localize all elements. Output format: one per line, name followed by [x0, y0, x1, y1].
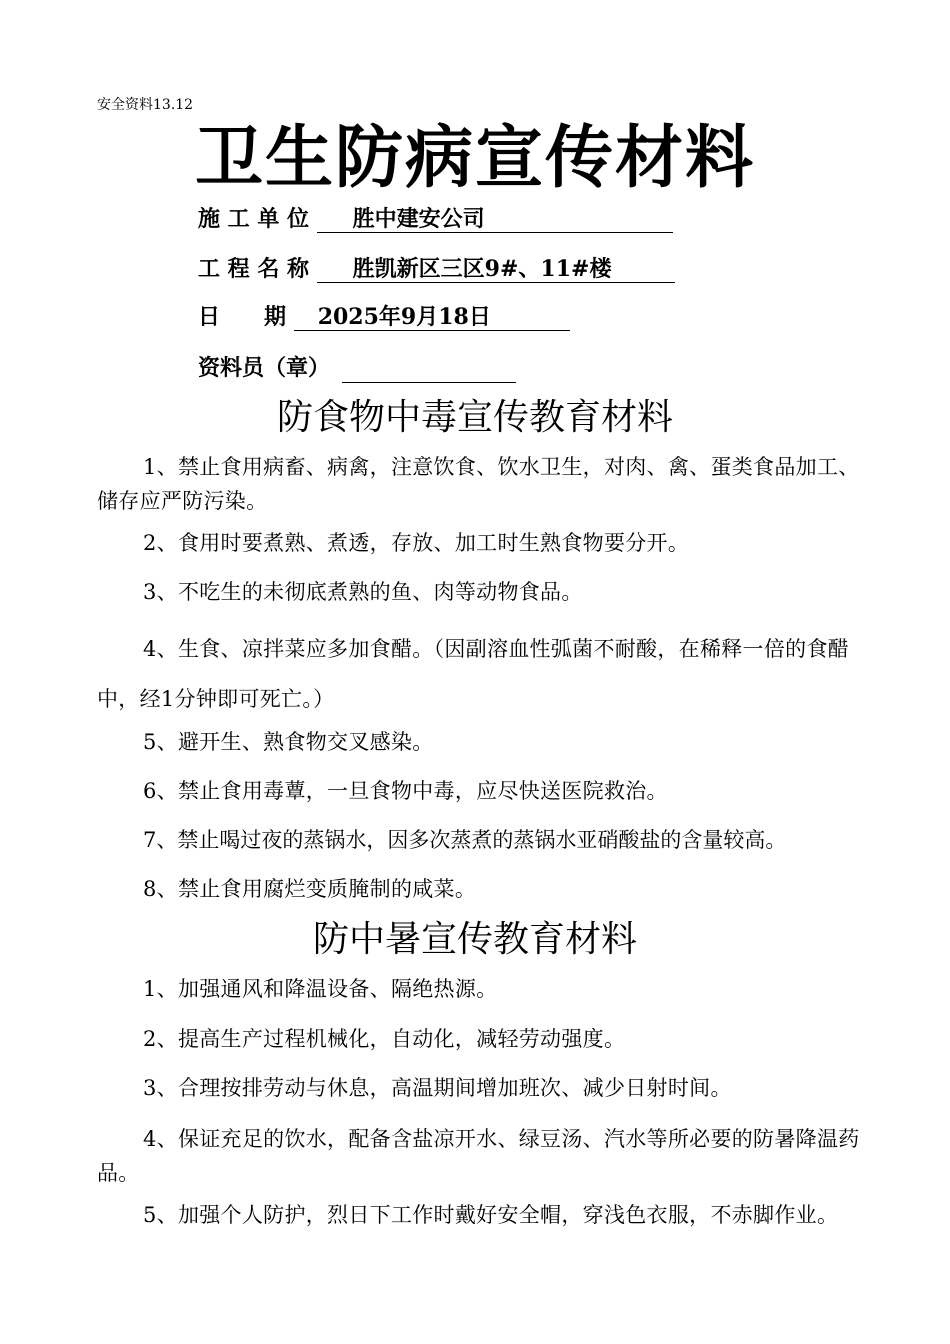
food-item-2: 2、食用时要煮熟、煮透，存放、加工时生熟食物要分开。 — [143, 531, 690, 555]
heat-item-5: 5、加强个人防护，烈日下工作时戴好安全帽，穿浅色衣服，不赤脚作业。 — [143, 1203, 839, 1227]
heat-item-2: 2、提高生产过程机械化，自动化，减轻劳动强度。 — [143, 1027, 626, 1051]
date-label: 日 期 — [198, 304, 287, 330]
clerk-signature-line — [342, 357, 516, 383]
food-item-1: 1、禁止食用病畜、病禽，注意饮食、饮水卫生，对肉、禽、蛋类食品加工、储存应严防污染。 — [97, 455, 860, 513]
food-item-3: 3、不吃生的未彻底煮熟的鱼、肉等动物食品。 — [143, 580, 583, 604]
info-row-unit — [198, 204, 673, 234]
project-value: 胜凯新区三区9#、11#楼 — [317, 256, 675, 283]
unit-label: 施 工 单 位 — [198, 206, 309, 232]
food-section-title: 防食物中毒宣传教育材料 — [276, 397, 673, 438]
info-row-clerk — [198, 353, 516, 383]
info-row-date — [198, 302, 570, 332]
food-item-4: 4、生食、凉拌菜应多加食醋。（因副溶血性弧菌不耐酸，在稀释一倍的食醋中，经1分钟即可死亡。） — [97, 637, 850, 711]
heat-section-title: 防中暑宣传教育材料 — [312, 919, 637, 960]
date-value: 2025年9月18日 — [294, 304, 570, 331]
clerk-label: 资料员（章） — [198, 355, 331, 381]
unit-value: 胜中建安公司 — [317, 206, 673, 233]
heat-item-4: 4、保证充足的饮水，配备含盐凉开水、绿豆汤、汽水等所必要的防暑降温药品。 — [97, 1127, 860, 1185]
food-item-5: 5、避开生、熟食物交叉感染。 — [143, 730, 434, 754]
info-row-project — [198, 254, 675, 284]
document-title: 卫生防病宣传材料 — [194, 118, 755, 198]
heat-item-1: 1、加强通风和降温设备、隔绝热源。 — [143, 977, 498, 1001]
food-item-8: 8、禁止食用腐烂变质腌制的咸菜。 — [143, 877, 477, 901]
food-item-6: 6、禁止食用毒蕈，一旦食物中毒，应尽快送医院救治。 — [143, 779, 668, 803]
food-item-7: 7、禁止喝过夜的蒸锅水，因多次蒸煮的蒸锅水亚硝酸盐的含量较高。 — [143, 828, 787, 852]
project-label: 工 程 名 称 — [198, 256, 309, 282]
heat-item-3: 3、合理按排劳动与休息，高温期间增加班次、减少日射时间。 — [143, 1076, 732, 1100]
document-code: 安全资料13.12 — [97, 97, 194, 113]
